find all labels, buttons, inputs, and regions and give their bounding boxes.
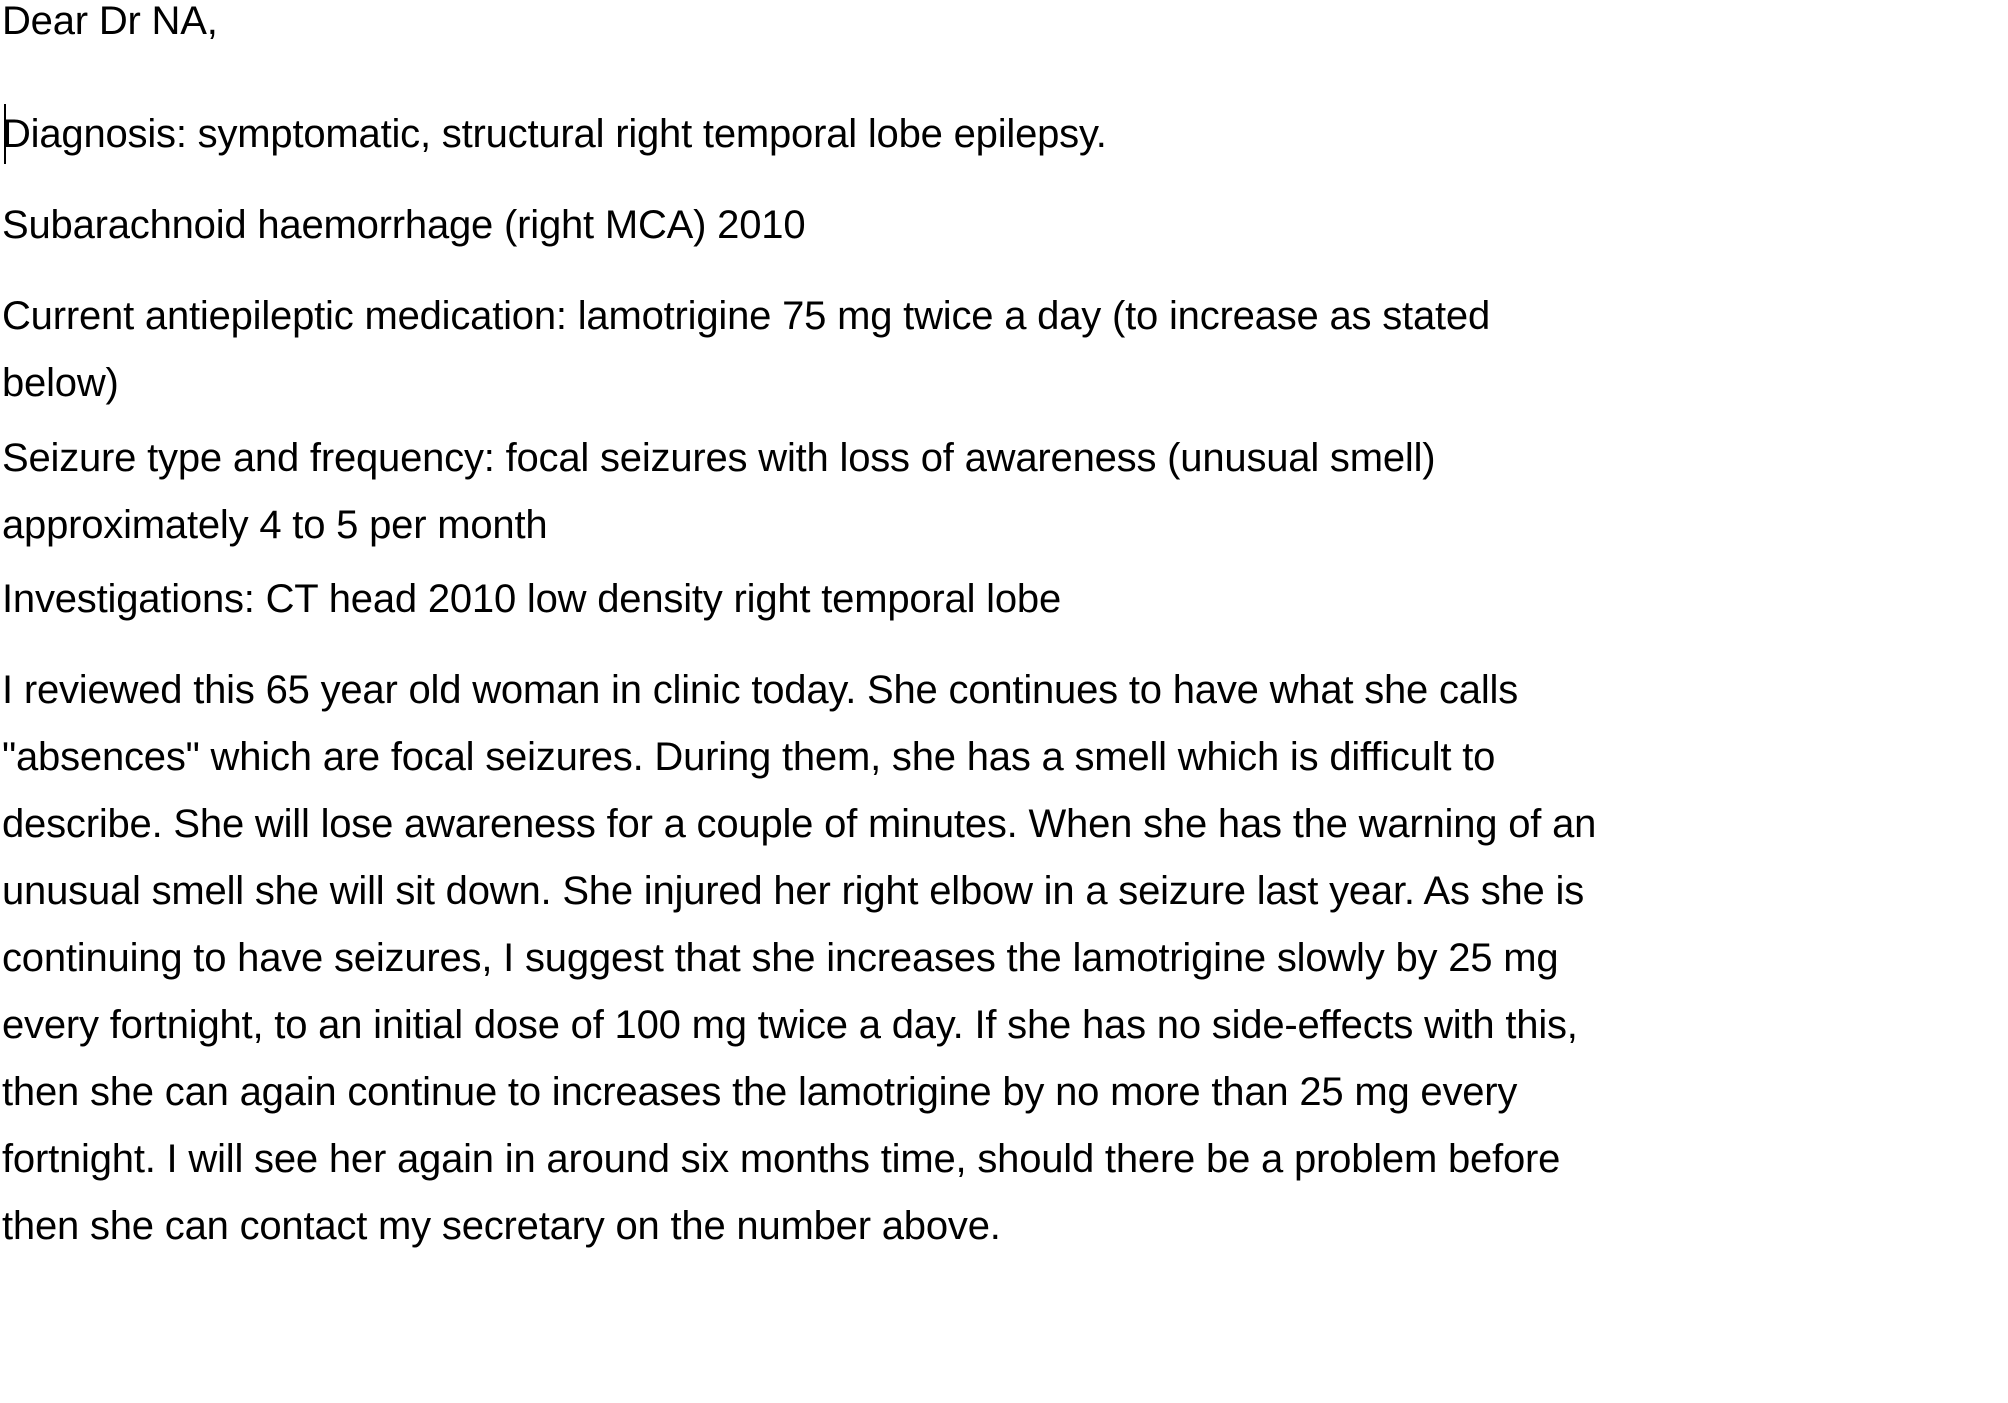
salutation [2,0,218,55]
body-line: continuing to have seizures, I suggest that she increases the lamotrigine slowly by 25 mg [2,936,1559,980]
body-line: "absences" which are focal seizures. During them, she has a smell which is difficult to [2,735,1496,779]
diagnosis-text: Diagnosis: symptomatic, structural right temporal lobe epilepsy. [2,112,1107,156]
diagnosis-line [2,101,1107,168]
body-paragraph [2,657,1596,1260]
seizure-paragraph [2,425,1435,559]
history-text: Subarachnoid haemorrhage (right MCA) 2010 [2,203,806,247]
body-line: then she can contact my secretary on the number above. [2,1204,1001,1248]
investigations-line [2,566,1061,633]
medication-line-1: Current antiepileptic medication: lamotrigine 75 mg twice a day (to increase as stated [2,294,1490,338]
body-line: every fortnight, to an initial dose of 100 mg twice a day. If she has no side-effects with this, [2,1003,1578,1047]
history-line [2,192,805,259]
body-line: unusual smell she will sit down. She injured her right elbow in a seizure last year. As she is [2,869,1585,913]
investigations-text: Investigations: CT head 2010 low density right temporal lobe [2,577,1061,621]
seizure-line-2: approximately 4 to 5 per month [2,503,548,547]
body-line: describe. She will lose awareness for a couple of minutes. When she has the warning of an [2,802,1597,846]
body-line: I reviewed this 65 year old woman in clinic today. She continues to have what she calls [2,668,1519,712]
medication-line-2: below) [2,361,119,405]
salutation-text: Dear Dr NA, [2,0,218,43]
seizure-line-1: Seizure type and frequency: focal seizures with loss of awareness (unusual smell) [2,436,1436,480]
body-line: fortnight. I will see her again in around six months time, should there be a problem before [2,1137,1561,1181]
body-line: then she can again continue to increases the lamotrigine by no more than 25 mg every [2,1070,1518,1114]
medication-paragraph [2,283,1490,417]
